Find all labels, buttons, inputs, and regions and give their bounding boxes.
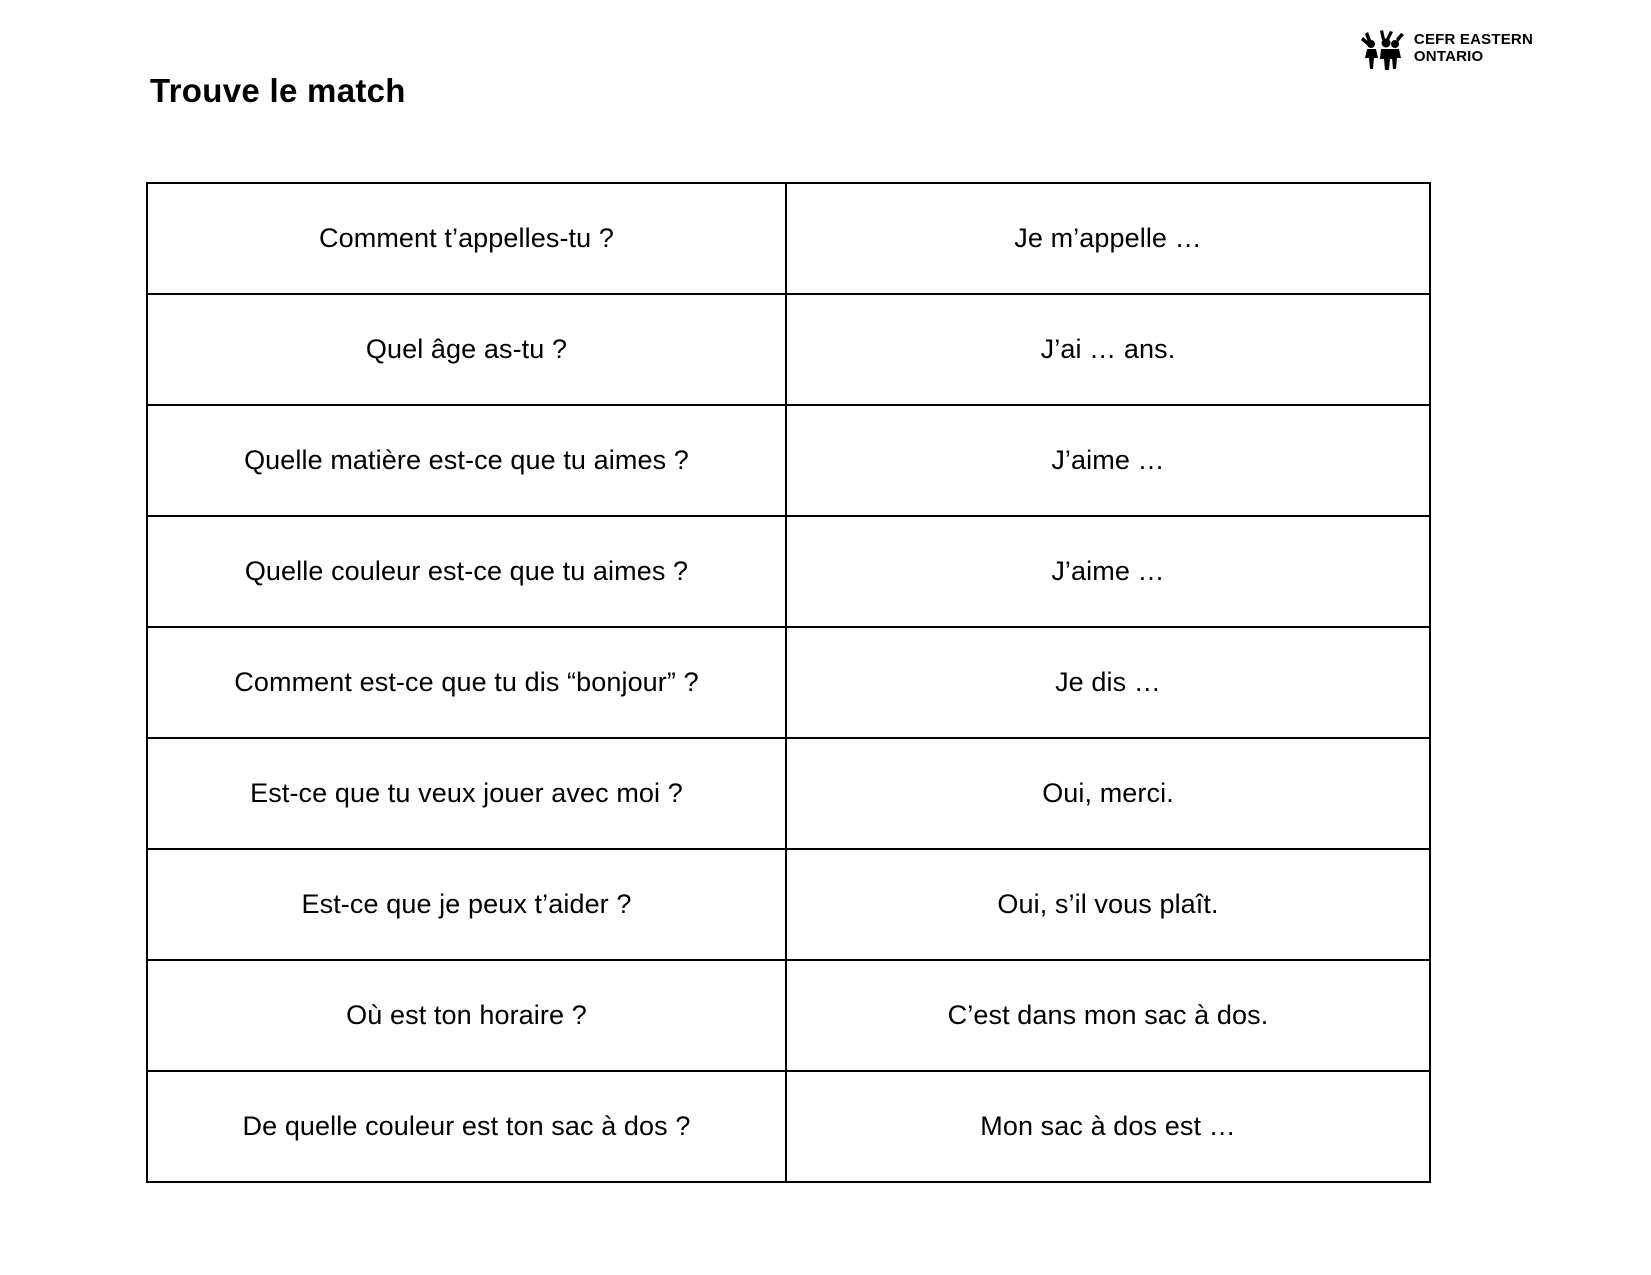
response-cell: J’aime … <box>786 516 1430 627</box>
prompt-cell: Quel âge as-tu ? <box>147 294 786 405</box>
logo-line-2: ONTARIO <box>1413 48 1484 65</box>
table-row <box>147 738 1430 849</box>
prompt-cell: Quelle couleur est-ce que tu aimes ? <box>147 516 786 627</box>
response-cell: Je m’appelle … <box>786 183 1430 294</box>
page-title: Trouve le match <box>150 72 406 109</box>
table-row <box>147 1071 1430 1182</box>
table-row <box>147 627 1430 738</box>
response-cell: Oui, merci. <box>786 738 1430 849</box>
logo-line-1: CEFR EASTERN <box>1413 31 1533 49</box>
table-row <box>147 294 1430 405</box>
response-cell: C’est dans mon sac à dos. <box>786 960 1430 1071</box>
prompt-cell: Est-ce que tu veux jouer avec moi ? <box>147 738 786 849</box>
prompt-cell: Quelle matière est-ce que tu aimes ? <box>147 405 786 516</box>
prompt-cell: Comment t’appelles-tu ? <box>147 183 786 294</box>
response-cell: Je dis … <box>786 627 1430 738</box>
match-table-body <box>147 183 1430 1182</box>
table-row <box>147 849 1430 960</box>
prompt-cell: Où est ton horaire ? <box>147 960 786 1071</box>
table-row <box>147 516 1430 627</box>
prompt-cell: Comment est-ce que tu dis “bonjour” ? <box>147 627 786 738</box>
response-cell: J’ai … ans. <box>786 294 1430 405</box>
response-cell: Mon sac à dos est … <box>786 1071 1430 1182</box>
table-row <box>147 183 1430 294</box>
prompt-cell: Est-ce que je peux t’aider ? <box>147 849 786 960</box>
logo-wordmark <box>1414 32 1533 66</box>
match-table <box>146 182 1431 1183</box>
table-row <box>147 405 1430 516</box>
cefr-eastern-ontario-logo-icon <box>1360 28 1406 70</box>
table-row <box>147 960 1430 1071</box>
prompt-cell: De quelle couleur est ton sac à dos ? <box>147 1071 786 1182</box>
brand-logo <box>1360 28 1533 70</box>
response-cell: J’aime … <box>786 405 1430 516</box>
response-cell: Oui, s’il vous plaît. <box>786 849 1430 960</box>
